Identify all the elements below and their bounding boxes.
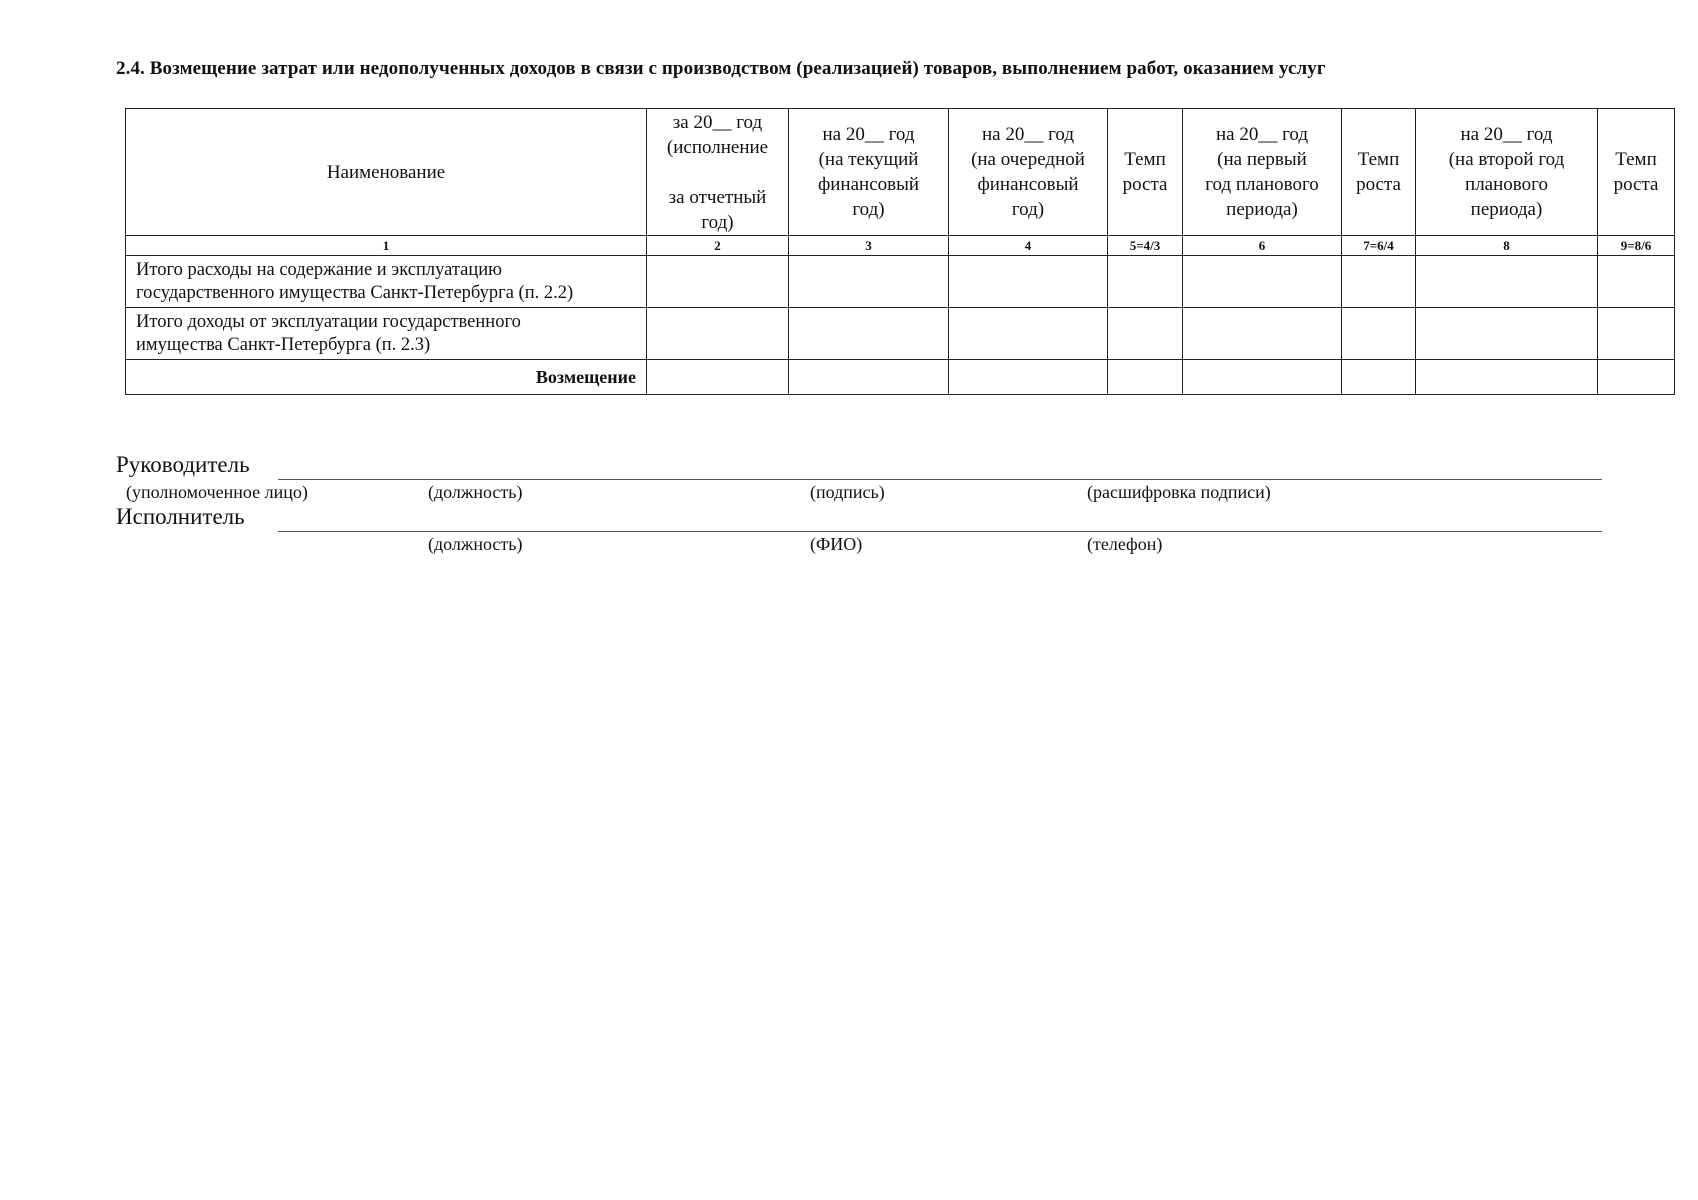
head-caption-position: (должность) [428,482,523,502]
column-number: 2 [647,236,789,256]
table-cell[interactable] [789,360,949,395]
table-cell[interactable] [1342,360,1416,395]
head-sub-label: (уполномоченное лицо) [126,482,308,502]
head-label: Руководитель [116,452,250,477]
cell-text-line: Темп [1615,149,1657,170]
page-title: 2.4. Возмещение затрат или недополученных доходов в связи с производством (реализацией) товаров, выполнением работ, оказанием услуг [116,58,1326,79]
table-cell[interactable] [949,360,1108,395]
cell-text-line: роста [1356,174,1401,195]
reimbursement-table [125,108,1675,395]
executor-caption-name: (ФИО) [810,534,863,554]
cell-text-line: роста [1613,174,1659,195]
table-cell[interactable] [949,308,1108,360]
cell-text-line: на 20__ год [1460,124,1553,145]
cell-text-line: год) [852,199,885,220]
table-row-total [126,360,1675,395]
column-number: 5=4/3 [1108,236,1183,256]
executor-caption-phone: (телефон) [1087,534,1163,554]
table-cell[interactable] [1183,308,1342,360]
table-cell[interactable] [647,256,789,308]
table-cell[interactable] [647,360,789,395]
row-label-expenses [126,256,647,308]
cell-text-line: государственного имущества Санкт-Петербурга (п. 2.2) [136,282,574,303]
cell-text-line: роста [1122,174,1168,195]
header-cell-growth-rate-1 [1108,109,1183,236]
table-cell[interactable] [1108,308,1183,360]
executor-signature-line[interactable] [278,531,1602,532]
header-cell-name [126,109,647,236]
table-cell[interactable] [1598,308,1675,360]
cell-text-line: (на второй год [1448,149,1565,170]
table-cell[interactable] [789,256,949,308]
cell-text-line: за 20__ год [672,111,763,133]
cell-text-line: (исполнение [666,136,769,158]
cell-text-line: (на очередной [971,149,1085,170]
cell-text-line [647,160,788,185]
table-cell[interactable] [1416,308,1598,360]
column-number: 8 [1416,236,1598,256]
row-label-income [126,308,647,360]
cell-text-line: год) [1011,199,1045,220]
cell-text-line: за отчетный [668,186,767,208]
cell-text-line: периода) [1470,199,1543,220]
table-cell[interactable] [647,308,789,360]
table-row-income [126,308,1675,360]
cell-text-line: (на первый [1217,149,1307,170]
cell-text-line: Итого расходы на содержание и эксплуатацию [136,259,502,280]
header-cell-next-year [949,109,1108,236]
table-cell[interactable] [1598,256,1675,308]
cell-text-line: планового [1465,174,1548,195]
table-cell[interactable] [1108,360,1183,395]
cell-text-line: периода) [1226,199,1298,220]
row-label-reimbursement: Возмещение [126,360,647,395]
head-caption-signature: (подпись) [810,482,885,502]
executor-label: Исполнитель [116,504,245,529]
head-signature-line[interactable] [278,479,1602,480]
header-cell-growth-rate-2 [1342,109,1416,236]
header-cell-plan-year-1 [1183,109,1342,236]
header-cell-current-year [789,109,949,236]
table-cell[interactable] [1416,360,1598,395]
column-number: 4 [949,236,1108,256]
table-header-row [126,109,1675,236]
column-number: 3 [789,236,949,256]
header-cell-plan-year-2 [1416,109,1598,236]
cell-text-line: Наименование [326,161,446,183]
table-cell[interactable] [1416,256,1598,308]
cell-text-line: Темп [1124,149,1166,170]
cell-text-line: на 20__ год [1215,124,1309,145]
cell-text-line: имущества Санкт-Петербурга (п. 2.3) [136,334,431,355]
column-number: 1 [126,236,647,256]
table-cell[interactable] [1342,308,1416,360]
table-cell[interactable] [1183,360,1342,395]
table-cell[interactable] [1342,256,1416,308]
table-cell[interactable] [1108,256,1183,308]
cell-text-line: Итого доходы от эксплуатации государственного [136,311,521,332]
column-number-row [126,236,1675,256]
column-number: 7=6/4 [1342,236,1416,256]
table-cell[interactable] [1598,360,1675,395]
cell-text-line: год) [701,211,734,233]
cell-text-line: на 20__ год [981,124,1075,145]
table-cell[interactable] [949,256,1108,308]
table-row-expenses [126,256,1675,308]
cell-text-line: Темп [1357,149,1400,170]
table-cell[interactable] [789,308,949,360]
cell-text-line: (на текущий [818,149,919,170]
executor-caption-position: (должность) [428,534,523,554]
head-caption-signature-decoding: (расшифровка подписи) [1087,482,1271,502]
table-cell[interactable] [1183,256,1342,308]
column-number: 9=8/6 [1598,236,1675,256]
cell-text-line: на 20__ год [822,124,915,145]
column-number: 6 [1183,236,1342,256]
cell-text-line: год планового [1205,174,1319,195]
header-cell-report-year [647,109,789,236]
cell-text-line: финансовый [977,174,1079,195]
cell-text-line: финансовый [817,174,920,195]
header-cell-growth-rate-3 [1598,109,1675,236]
